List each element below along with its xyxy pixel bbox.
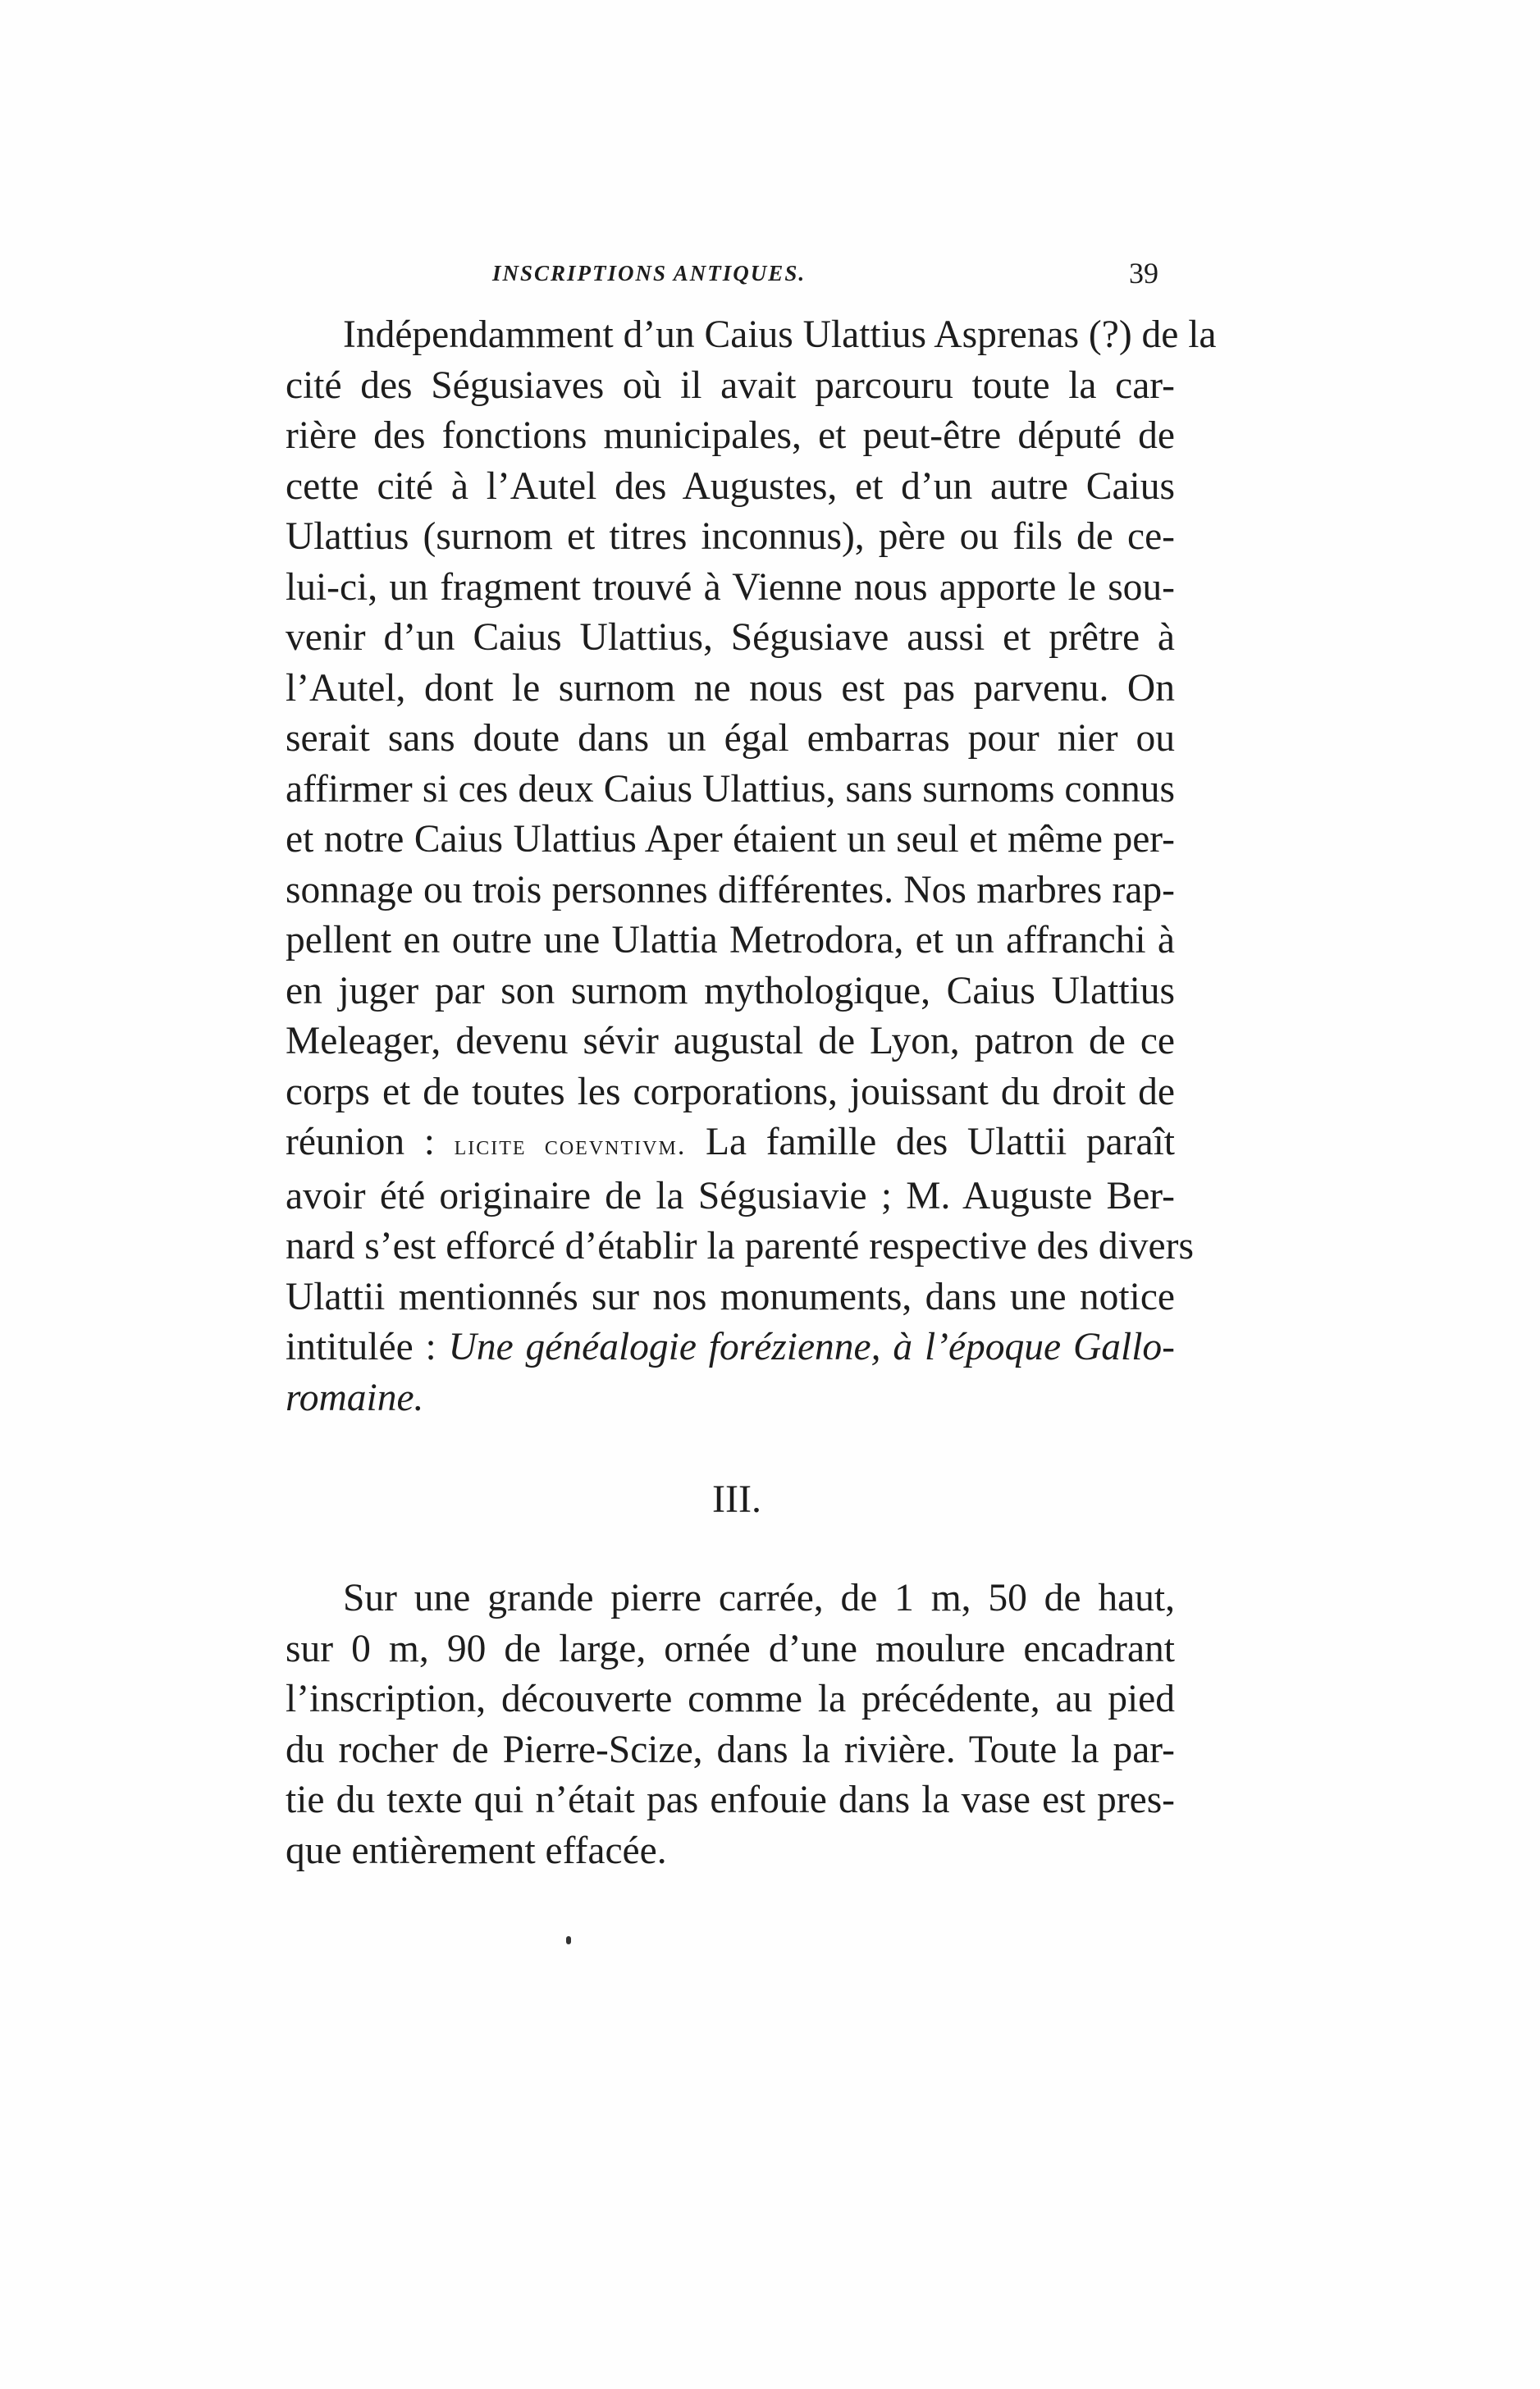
text-line-inscription [286,1117,1175,1172]
text-line: cette cité à l’Autel des Augustes, et d’un autre Caius [286,464,1175,508]
text-line: avoir été originaire de la Ségusiavie ; M. Auguste Ber- [286,1174,1175,1217]
text-line: affirmer si ces deux Caius Ulattius, sans surnoms connus [286,767,1175,811]
text-line: Indépendamment d’un Caius Ulattius Asprenas (?) de la [343,313,1217,356]
inscription-quote: licite coevntivm. [454,1131,687,1161]
line-text: réunion : [286,1121,455,1163]
text-line: l’Autel, dont le surnom ne nous est pas parvenu. On [286,666,1175,710]
line-text: intitulée : [286,1326,449,1368]
text-line: rière des fonctions municipales, et peut-être député de [286,414,1175,457]
section-heading: III. [712,1478,761,1521]
text-line: sur 0 m, 90 de large, ornée d’une moulure encadrant [286,1627,1175,1670]
work-title: Une généalogie forézienne, à l’époque Gallo- [448,1326,1175,1368]
text-line: venir d’un Caius Ulattius, Ségusiave aussi et prêtre à [286,616,1175,659]
text-line: tie du texte qui n’était pas enfouie dans la vase est pres- [286,1779,1175,1821]
work-title-end: romaine. [286,1376,424,1419]
text-line: cité des Ségusiaves où il avait parcouru toute la car- [286,363,1175,407]
text-line: Sur une grande pierre carrée, de 1 m, 50 de haut, [343,1577,1175,1619]
text-line: nard s’est efforcé d’établir la parenté respective des divers [286,1225,1194,1268]
ink-speck [566,1936,571,1944]
text-line: Ulattii mentionnés sur nos monuments, dans une notice [286,1275,1175,1318]
text-line: du rocher de Pierre-Scize, dans la rivière. Toute la par- [286,1728,1175,1771]
paragraph-ulattii [286,310,1217,1423]
text-line: lui-ci, un fragment trouvé à Vienne nous apporte le sou- [286,565,1175,609]
text-line-last [286,1373,1175,1424]
text-line: Ulattius (surnom et titres inconnus), père ou fils de ce- [286,515,1175,558]
text-line: corps et de toutes les corporations, jouissant du droit de [286,1070,1175,1113]
text-line-title [286,1322,1175,1373]
text-line-last: que entièrement effacée. [286,1829,667,1872]
page-number: 39 [1129,257,1158,290]
line-text: La famille des Ulattii paraît [686,1121,1175,1163]
text-line: pellent en outre une Ulattia Metrodora, et un affranchi à [286,919,1175,962]
running-title: INSCRIPTIONS ANTIQUES. [492,261,807,285]
text-line: serait sans doute dans un égal embarras pour nier ou [286,717,1175,760]
text-line: et notre Caius Ulattius Aper étaient un seul et même per- [286,818,1175,861]
text-line: sonnage ou trois personnes différentes. Nos marbres rap- [286,868,1175,911]
text-line: l’inscription, découverte comme la précédente, au pied [286,1678,1175,1720]
paragraph-pierre [286,1574,1175,1876]
text-line: en juger par son surnom mythologique, Caius Ulattius [286,969,1175,1012]
text-line: Meleager, devenu sévir augustal de Lyon, patron de ce [286,1020,1175,1062]
